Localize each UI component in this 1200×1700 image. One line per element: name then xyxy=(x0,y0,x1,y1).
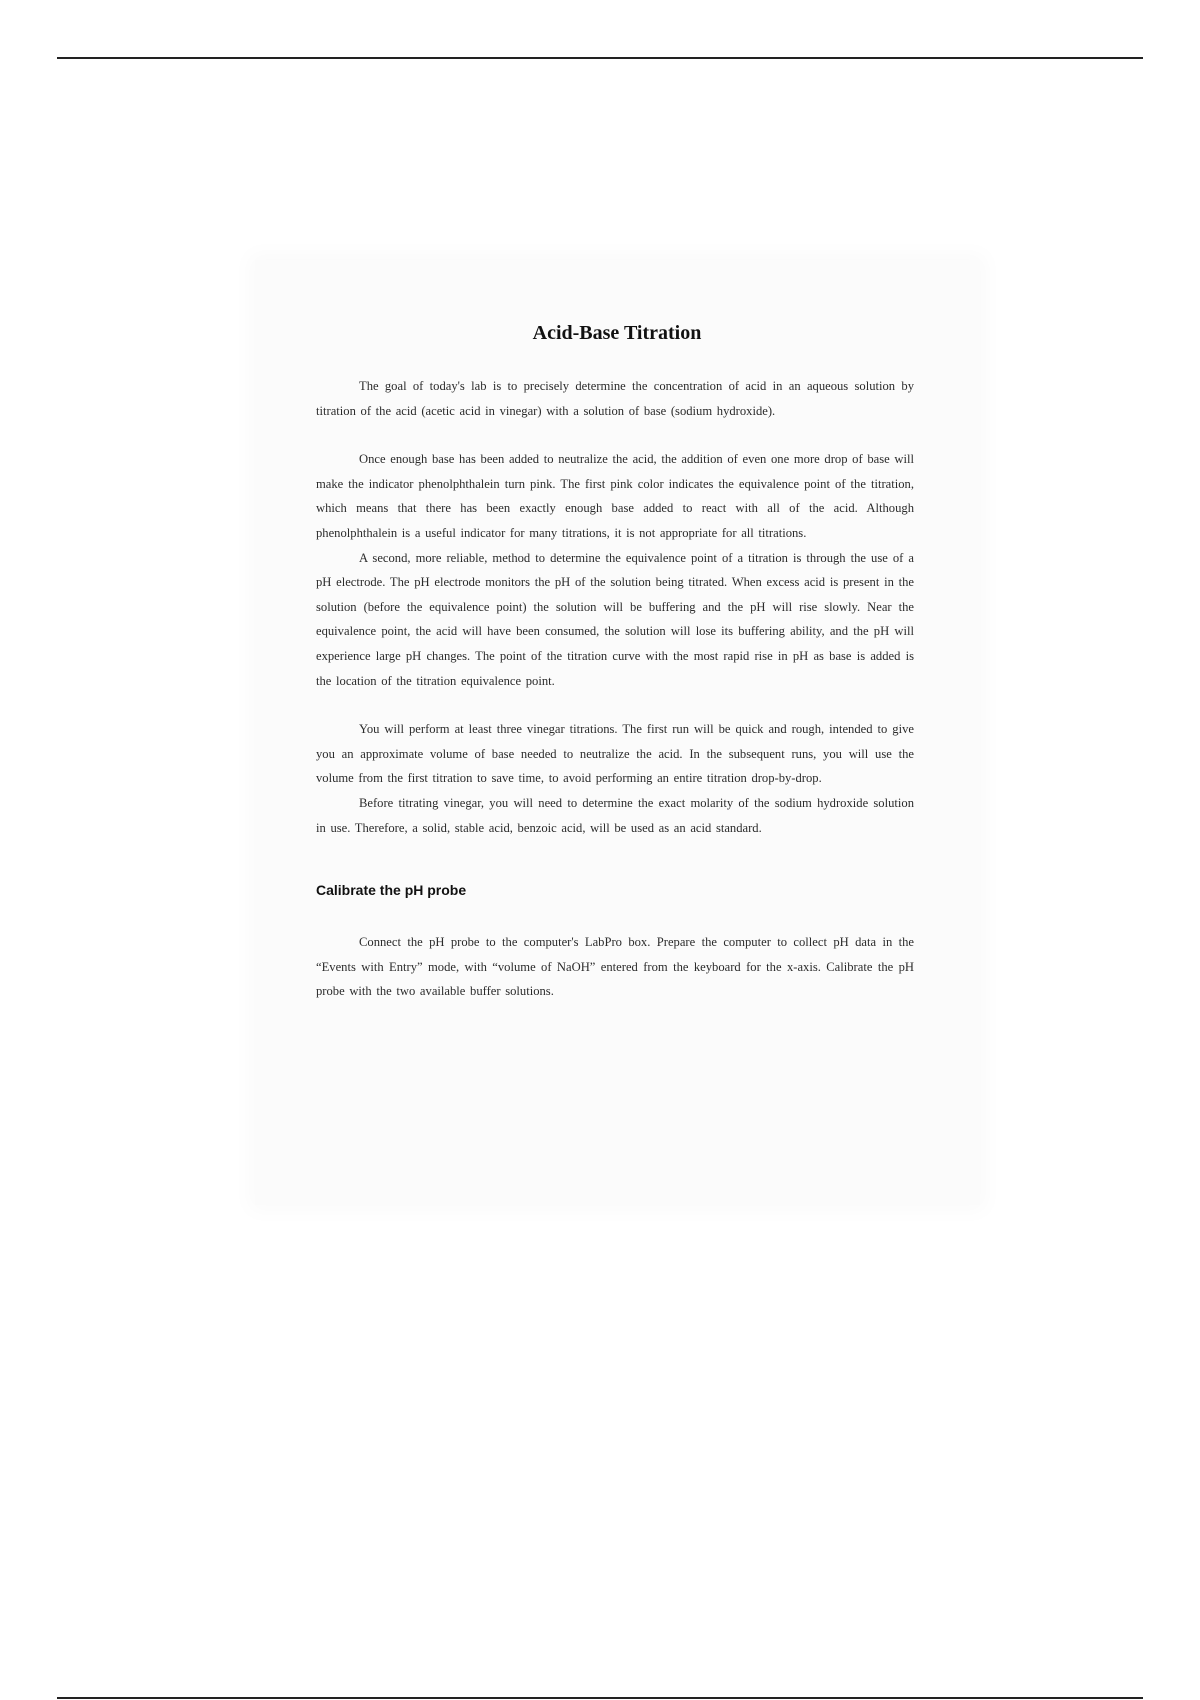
paragraph-ph-electrode: A second, more reliable, method to determine the equivalence point of a titration is through the use of a pH electrode. The pH electrode monitors the pH of the solution being titrated. When excess acid is present in the solution (before the equivalence point) the solution will be buffering and the pH will rise slowly. Near the equivalence point, the acid will have been consumed, the solution will lose its buffering ability, and the pH will experience large pH changes. The point of the titration curve with the most rapid rise in pH as base is added is the location of the titration equivalence point. xyxy=(316,550,914,688)
paragraph-goal: The goal of today's lab is to precisely determine the concentration of acid in an aqueous solution by titration of the acid (acetic acid in vinegar) with a solution of base (sodium hydroxide). xyxy=(316,379,914,418)
bottom-rule xyxy=(57,1697,1143,1699)
document-body xyxy=(316,318,914,1004)
document-title: Acid-Base Titration xyxy=(532,322,702,344)
paragraph-calibration: Connect the pH probe to the computer's LabPro box. Prepare the computer to collect pH data in the “Events with Entry” mode, with “volume of NaOH” entered from the keyboard for the x-axis. Calibrate the pH probe with the two available buffer solutions. xyxy=(316,935,914,999)
section-heading: Calibrate the pH probe xyxy=(316,882,467,899)
paragraph-vinegar-runs: You will perform at least three vinegar titrations. The first run will be quick and rough, intended to give you an approximate volume of base needed to neutralize the acid. In the subsequent runs, you will use the volume from the first titration to save time, to avoid performing an entire titration drop-by-drop. xyxy=(316,722,914,786)
top-rule xyxy=(57,57,1143,59)
paragraph-standardization: Before titrating vinegar, you will need to determine the exact molarity of the sodium hydroxide solution in use. Therefore, a solid, stable acid, benzoic acid, will be used as an acid standard. xyxy=(316,795,914,835)
paragraph-indicator: Once enough base has been added to neutralize the acid, the addition of even one more drop of base will make the indicator phenolphthalein turn pink. The first pink color indicates the equivalence point of the titration, which means that there has been exactly enough base added to react with all of the acid. Although phenolphthalein is a useful indicator for many titrations, it is not appropriate for all titrations. xyxy=(316,452,914,540)
